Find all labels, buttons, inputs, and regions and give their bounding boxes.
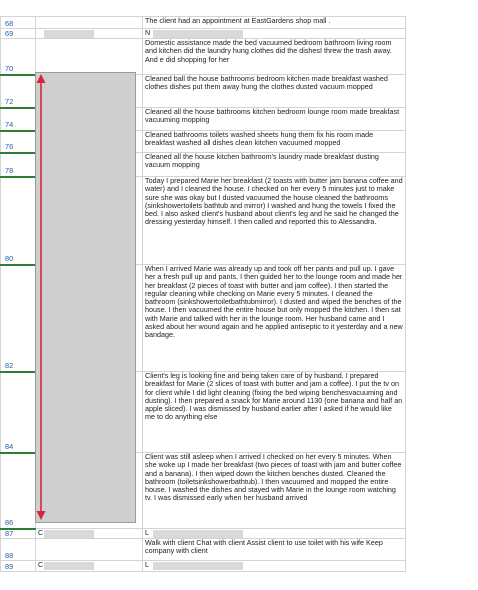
- cell-notes[interactable]: [143, 75, 406, 108]
- row-number[interactable]: [1, 39, 36, 75]
- cell-notes-text: Client's leg is looking fine and being taken care of by husband. I prepared breakfast for Marie (2 slices of toast with butter and jam a coffee). I put the tv on for client while I did light cleaning (fixing the bed wiping benchesvacuuming and dusting). I then prepared a snack for Marie around 1130 (one banana and half an apple sliced). I was dismissed by husband earlier after I asked if he would like me to do anything else: [145, 371, 403, 422]
- cell-notes[interactable]: [143, 131, 406, 153]
- row-number-label: 84: [5, 442, 14, 452]
- redaction-block: [44, 30, 94, 38]
- cell-notes[interactable]: [143, 17, 406, 29]
- cell-notes[interactable]: [143, 539, 406, 561]
- row-number[interactable]: [1, 131, 36, 153]
- row-number[interactable]: [1, 29, 36, 39]
- cell-notes[interactable]: [143, 529, 406, 539]
- table-row: [1, 529, 406, 539]
- cell-notes[interactable]: [143, 561, 406, 572]
- row-number-label: 74: [5, 120, 14, 130]
- cell-notes-text: Cleaned bathrooms toilets washed sheets hung them fix his room made breakfast washed all dishes clean kitchen vacuumed mopped: [145, 130, 374, 148]
- row-number-label: 87: [5, 528, 14, 538]
- row-number[interactable]: [1, 539, 36, 561]
- row-number-label: 72: [5, 97, 14, 107]
- cell-notes[interactable]: [143, 177, 406, 265]
- cell-client-name-text: C: [38, 560, 44, 569]
- table-row: [1, 539, 406, 561]
- cell-notes[interactable]: [143, 453, 406, 529]
- row-number-label: 80: [5, 254, 14, 264]
- cell-notes[interactable]: [143, 108, 406, 131]
- row-number[interactable]: [1, 561, 36, 572]
- cell-client-name-text: C: [38, 528, 44, 537]
- row-number[interactable]: [1, 453, 36, 529]
- cell-notes-text: Client was still asleep when I arrived I checked on her every 5 minutes. When she woke up I made her breakfast (two pieces of toast with jam and butter coffee and a banana). I then wiped down the kitchen benches dusted. Cleaned the bathroom (toiletsinkshowerbathtub). I then vacuumed and mopped the entire house. I washed the dishes and stayed with Marie in the lounge room watching tv. I was dismissed early when her husband arrived: [145, 452, 402, 503]
- cell-client-name[interactable]: [36, 29, 143, 39]
- cell-notes[interactable]: [143, 29, 406, 39]
- row-number-label: 69: [5, 28, 14, 38]
- selected-range[interactable]: [35, 72, 136, 523]
- cell-notes-text: Cleaned all the house kitchen bathroom's laundry made breakfast dusting vacuum mopping: [145, 152, 379, 170]
- cell-client-name[interactable]: [36, 39, 143, 75]
- cell-notes[interactable]: [143, 265, 406, 372]
- redaction-block: [44, 562, 94, 570]
- cell-notes-text: Domestic assistance made the bed vacuumed bedroom bathroom living room and kitchen did the laundry hung clothes did the dishesI threw the trash away. And e did shopping for her: [145, 38, 392, 64]
- row-number-label: 86: [5, 518, 14, 528]
- row-number-label: 70: [5, 64, 14, 74]
- redaction-block: [153, 530, 243, 538]
- cell-client-name[interactable]: [36, 561, 143, 572]
- table-row: [1, 17, 406, 29]
- row-number-label: 82: [5, 361, 14, 371]
- redaction-block: [153, 562, 243, 570]
- cell-notes-text: N: [145, 28, 151, 37]
- double-headed-vertical-arrow-icon[interactable]: [36, 74, 48, 520]
- row-number[interactable]: [1, 108, 36, 131]
- row-number[interactable]: [1, 529, 36, 539]
- row-number-label: 68: [5, 18, 14, 28]
- cell-notes[interactable]: [143, 39, 406, 75]
- row-number[interactable]: [1, 177, 36, 265]
- table-row: [1, 29, 406, 39]
- cell-notes-text: Cleaned all the house bathrooms kitchen bedroom lounge room made breakfast vacuuming mopping: [145, 107, 400, 125]
- cell-notes[interactable]: [143, 372, 406, 453]
- row-number-label: 88: [5, 550, 14, 560]
- row-number[interactable]: [1, 372, 36, 453]
- cell-client-name[interactable]: [36, 529, 143, 539]
- table-row: [1, 39, 406, 75]
- cell-notes-text: Walk with client Chat with client Assist client to use toilet with his wife Keep company with client: [145, 538, 383, 556]
- row-number-label: 76: [5, 142, 14, 152]
- cell-notes-text: The client had an appointment at EastGardens shop mall .: [145, 16, 331, 25]
- cell-notes[interactable]: [143, 153, 406, 177]
- cell-notes-text: When I arrived Marie was already up and took off her pants and pull up. I gave her a fresh pull up and pants. I then guided her to the lounge room and made her her breakfast (2 pieces of toast with butter and jam coffee). I then started the regular cleaning while checking on Marie every 5 minutes. I cleaned the bathroom (sinkshowertoiletbathtubmirror). I dusted and wiped the benches of the house. I then vacuumed the entire house but only mopped the kitchen. I then sat with Marie and talked with her in the lounge room. Her husband came and I asked about her wound again and he applied antiseptic to it yesterday and a new bandage.: [145, 264, 403, 340]
- cell-notes-text: L: [145, 528, 149, 537]
- cell-client-name[interactable]: [36, 539, 143, 561]
- row-number[interactable]: [1, 17, 36, 29]
- cell-client-name[interactable]: [36, 17, 143, 29]
- table-row: [1, 561, 406, 572]
- redaction-block: [44, 530, 94, 538]
- cell-notes-text: Cleaned ball the house bathrooms bedroom kitchen made breakfast washed clothes dishes put them away hung the clothes dusted vacuum mopped: [145, 74, 388, 92]
- row-number[interactable]: [1, 75, 36, 108]
- redaction-block: [153, 30, 243, 38]
- row-number-label: 89: [5, 561, 14, 571]
- row-number[interactable]: [1, 265, 36, 372]
- row-number-label: 78: [5, 166, 14, 176]
- row-number[interactable]: [1, 153, 36, 177]
- cell-notes-text: L: [145, 560, 149, 569]
- cell-notes-text: Today I prepared Marie her breakfast (2 toasts with butter jam banana coffee and water) and I cleaned the house. I checked on her every 5 minutes just to make sure she was okay but I dusted vacuumed the house cleaned the bathrooms (sinkshowertoilets bathtub and mirror) I washed and hung the towels I fixed the bed. I also asked client's husband about client's leg and he said he changed the dressing yesterday himself. I then called and reported this to Alessandra.: [145, 176, 403, 227]
